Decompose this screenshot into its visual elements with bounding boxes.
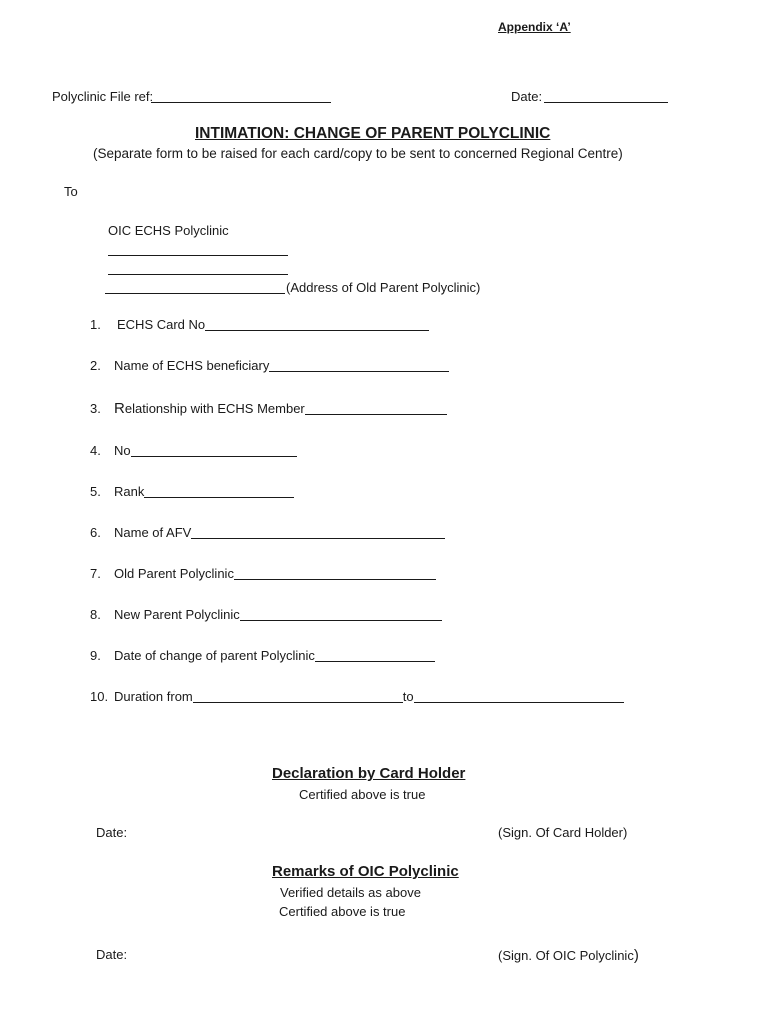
remarks-date-label: Date: [96,947,128,962]
item-number: 3. [90,401,101,416]
declaration-date-label: Date: [96,825,128,840]
item-number: 9. [90,648,101,663]
beneficiary-name-field[interactable] [269,370,449,372]
card-holder-signature-label: (Sign. Of Card Holder) [498,825,628,840]
item-number: 6. [90,525,101,540]
item-label: Duration from [114,689,193,704]
address-note: (Address of Old Parent Polyclinic) [286,280,481,295]
no-field[interactable] [131,455,297,457]
item-new-parent [90,608,442,621]
declaration-text: Certified above is true [299,787,426,802]
address-line-1[interactable] [108,255,288,256]
item-label: elationship with ECHS Member [124,401,305,416]
remarks-title: Remarks of OIC Polyclinic [272,863,459,880]
date-label: Date: [511,89,543,104]
item-relationship [90,401,447,416]
item-number: 8. [90,607,101,622]
addressee: OIC ECHS Polyclinic [108,223,229,238]
item-rank [90,485,294,498]
declaration-title: Declaration by Card Holder [272,765,466,782]
duration-from-field[interactable] [193,701,403,703]
address-line-3[interactable] [105,293,285,294]
appendix-label: Appendix ‘A’ [498,20,571,34]
oic-signature-close: ) [633,947,639,964]
remarks-line-2: Certified above is true [279,904,406,919]
date-field[interactable] [544,102,668,103]
item-no [90,444,297,457]
item-label: New Parent Polyclinic [114,607,240,622]
echs-card-no-field[interactable] [205,329,429,331]
change-date-field[interactable] [315,660,435,662]
remarks-line-1: Verified details as above [280,885,421,900]
file-ref-label: Polyclinic File ref: [52,89,154,104]
relationship-field[interactable] [305,413,447,415]
form-title: INTIMATION: CHANGE OF PARENT POLYCLINIC [195,125,551,142]
item-label: Name of AFV [114,525,192,540]
item-label: Date of change of parent Polyclinic [114,648,315,663]
afv-name-field[interactable] [191,537,445,539]
item-label-initial: R [114,400,125,417]
rank-field[interactable] [144,496,294,498]
item-old-parent [90,567,436,580]
item-number: 5. [90,484,101,499]
old-parent-field[interactable] [234,578,436,580]
item-label: Name of ECHS beneficiary [114,358,270,373]
item-echs-card-no [90,318,429,331]
item-change-date [90,649,435,662]
item-label: Rank [114,484,145,499]
item-duration [90,690,624,703]
item-number: 10. [90,689,109,704]
address-line-2[interactable] [108,274,288,275]
item-number: 2. [90,358,101,373]
item-number: 7. [90,566,101,581]
item-afv-name [90,526,445,539]
duration-to-label: to [402,689,414,704]
oic-signature-label [498,948,639,963]
item-label: ECHS Card No [117,317,206,332]
form-subtitle: (Separate form to be raised for each card/copy to be sent to concerned Regional Centre) [93,146,623,161]
file-ref-field[interactable] [151,102,331,103]
new-parent-field[interactable] [240,619,442,621]
item-label: Old Parent Polyclinic [114,566,234,581]
item-number: 4. [90,443,101,458]
item-label: No [114,443,131,458]
to-label: To [64,184,78,199]
oic-signature-text: (Sign. Of OIC Polyclinic [498,948,634,963]
duration-to-field[interactable] [414,701,624,703]
item-number: 1. [90,317,101,332]
item-beneficiary-name [90,359,449,372]
